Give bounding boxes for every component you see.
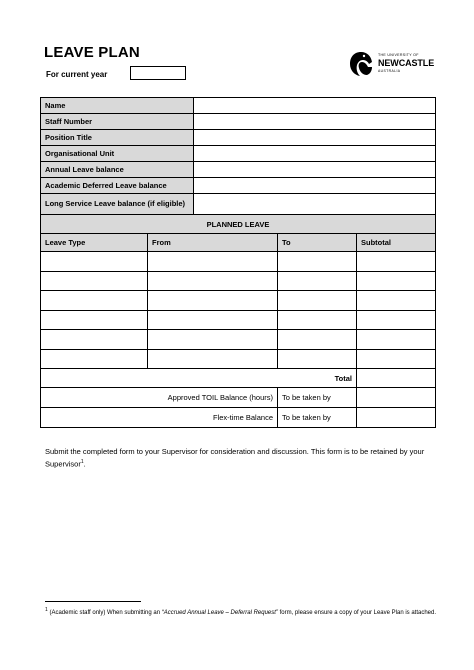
table-row — [41, 291, 436, 311]
leave-type-cell[interactable] — [41, 252, 148, 272]
university-logo — [347, 50, 437, 78]
table-row — [41, 349, 436, 369]
total-label: Total — [41, 369, 357, 388]
footnote-text-after: form, please ensure a copy of your Leave Plan is attached. — [277, 610, 437, 616]
field-row — [41, 194, 436, 215]
footnote-text-before: (Academic staff only) When submitting an — [47, 610, 162, 616]
field-value[interactable] — [194, 178, 436, 194]
field-row — [41, 178, 436, 194]
leave-plan-table — [40, 97, 436, 428]
subtotal-cell[interactable] — [357, 252, 436, 272]
table-row — [41, 310, 436, 330]
submit-text: Submit the completed form to your Supervisor for consideration and discussion. This form is to be retained by your Supervisor — [45, 447, 425, 469]
subtotal-cell[interactable] — [357, 349, 436, 369]
total-value[interactable] — [357, 369, 436, 388]
logo-line-1: THE UNIVERSITY OF — [378, 53, 419, 57]
current-year-field[interactable] — [130, 66, 186, 80]
to-be-taken-value[interactable] — [357, 388, 436, 408]
to-be-taken-value[interactable] — [357, 408, 436, 428]
field-row — [41, 114, 436, 130]
to-cell[interactable] — [278, 291, 357, 311]
field-value[interactable] — [194, 194, 436, 215]
subtotal-cell[interactable] — [357, 330, 436, 350]
footnote-number: 1 — [45, 607, 48, 613]
column-header-leave-type: Leave Type — [41, 234, 148, 252]
to-cell[interactable] — [278, 330, 357, 350]
balance-row — [41, 408, 436, 428]
leave-type-cell[interactable] — [41, 291, 148, 311]
table-row — [41, 252, 436, 272]
page-title: LEAVE PLAN — [44, 44, 140, 61]
field-row — [41, 98, 436, 114]
column-header-from: From — [148, 234, 278, 252]
to-be-taken-label: To be taken by — [278, 408, 357, 428]
to-cell[interactable] — [278, 310, 357, 330]
field-value[interactable] — [194, 130, 436, 146]
field-value[interactable] — [194, 98, 436, 114]
balance-label: Approved TOIL Balance (hours) — [41, 388, 278, 408]
total-row — [41, 369, 436, 388]
from-cell[interactable] — [148, 252, 278, 272]
field-value[interactable] — [194, 146, 436, 162]
to-be-taken-label: To be taken by — [278, 388, 357, 408]
logo-line-3: AUSTRALIA — [378, 69, 401, 73]
footnote-emphasis: “Accrued Annual Leave – Deferral Request” — [161, 610, 278, 616]
field-label: Academic Deferred Leave balance — [41, 178, 194, 194]
subtotal-cell[interactable] — [357, 310, 436, 330]
planned-leave-header-row — [41, 234, 436, 252]
from-cell[interactable] — [148, 291, 278, 311]
column-header-subtotal: Subtotal — [357, 234, 436, 252]
balance-row — [41, 388, 436, 408]
submit-instructions: Submit the completed form to your Supervisor for consideration and discussion. This form is to be retained by your Supervisor$^1$. — [45, 447, 425, 469]
field-row — [41, 130, 436, 146]
field-value[interactable] — [194, 114, 436, 130]
field-label: Long Service Leave balance (if eligible) — [41, 194, 194, 215]
planned-leave-heading: PLANNED LEAVE — [41, 215, 436, 234]
field-label: Position Title — [41, 130, 194, 146]
field-label: Organisational Unit — [41, 146, 194, 162]
footnote — [45, 606, 440, 618]
current-year-label: For current year — [46, 70, 108, 79]
subtotal-cell[interactable] — [357, 291, 436, 311]
subtotal-cell[interactable] — [357, 271, 436, 291]
field-label: Staff Number — [41, 114, 194, 130]
field-row — [41, 162, 436, 178]
horse-crest-icon — [347, 50, 375, 78]
footnote-divider — [45, 601, 141, 602]
leave-type-cell[interactable] — [41, 330, 148, 350]
table-row — [41, 271, 436, 291]
leave-type-cell[interactable] — [41, 271, 148, 291]
leave-type-cell[interactable] — [41, 310, 148, 330]
logo-line-2: NEWCASTLE — [378, 58, 435, 68]
to-cell[interactable] — [278, 252, 357, 272]
field-label: Annual Leave balance — [41, 162, 194, 178]
column-header-to: To — [278, 234, 357, 252]
balance-label: Flex-time Balance — [41, 408, 278, 428]
from-cell[interactable] — [148, 330, 278, 350]
leave-type-cell[interactable] — [41, 349, 148, 369]
from-cell[interactable] — [148, 271, 278, 291]
from-cell[interactable] — [148, 310, 278, 330]
to-cell[interactable] — [278, 349, 357, 369]
field-value[interactable] — [194, 162, 436, 178]
from-cell[interactable] — [148, 349, 278, 369]
footnote-ref: 1 — [80, 459, 84, 465]
to-cell[interactable] — [278, 271, 357, 291]
table-row — [41, 330, 436, 350]
field-label: Name — [41, 98, 194, 114]
field-row — [41, 146, 436, 162]
